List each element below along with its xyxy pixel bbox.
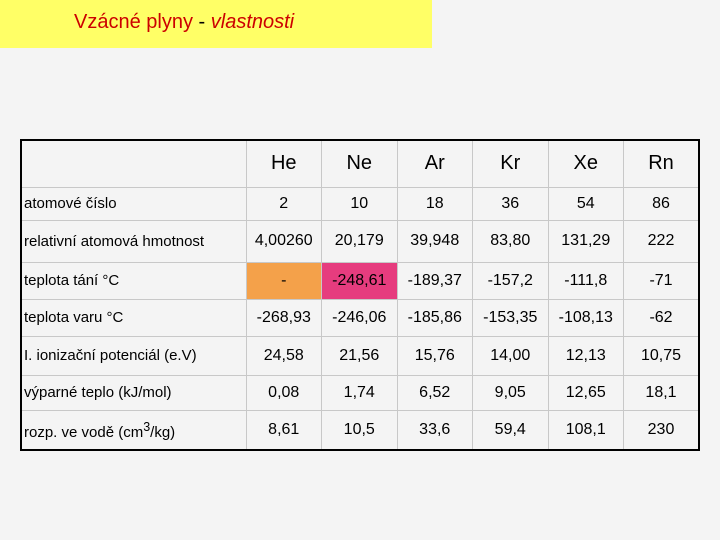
table-cell: 222	[624, 220, 700, 262]
table-cell: 4,00260	[246, 220, 322, 262]
table-row	[21, 220, 699, 262]
row-label-superscript: 3	[143, 419, 151, 434]
table-cell: 108,1	[548, 411, 624, 450]
table-row	[21, 411, 699, 450]
column-header-he: He	[246, 140, 322, 187]
table-cell: -157,2	[473, 262, 549, 299]
table-cell: 8,61	[246, 411, 322, 450]
column-header-ne: Ne	[322, 140, 398, 187]
title-banner	[0, 0, 432, 48]
table-cell: 6,52	[397, 375, 473, 411]
row-label-text-end: /kg)	[150, 423, 176, 441]
title-main: Vzácné plyny	[74, 11, 193, 33]
table-cell: 10	[322, 187, 398, 220]
table-cell: 54	[548, 187, 624, 220]
table-cell: 24,58	[246, 336, 322, 375]
header-corner-cell	[21, 140, 246, 187]
table-cell: 10,5	[322, 411, 398, 450]
table-cell: 86	[624, 187, 700, 220]
table-cell: 2	[246, 187, 322, 220]
row-label: relativní atomová hmotnost	[21, 220, 246, 262]
table-cell: 12,65	[548, 375, 624, 411]
table-cell: 12,13	[548, 336, 624, 375]
table-cell: -246,06	[322, 299, 398, 336]
table-cell: 0,08	[246, 375, 322, 411]
table-cell: 10,75	[624, 336, 700, 375]
table-cell: -71	[624, 262, 700, 299]
table-cell: 36	[473, 187, 549, 220]
table-row	[21, 299, 699, 336]
table-cell: 33,6	[397, 411, 473, 450]
highlighted-cell-he: -	[246, 262, 322, 299]
table-cell: 15,76	[397, 336, 473, 375]
table-cell: -268,93	[246, 299, 322, 336]
row-label: teplota tání °C	[21, 262, 246, 299]
table-cell: 59,4	[473, 411, 549, 450]
table-cell: 83,80	[473, 220, 549, 262]
row-label-text: rozp. ve vodě (cm	[24, 423, 144, 441]
table-row	[21, 375, 699, 411]
table-cell: 131,29	[548, 220, 624, 262]
table-cell: 20,179	[322, 220, 398, 262]
row-label: I. ionizační potenciál (e.V)	[21, 336, 246, 375]
table-cell: 21,56	[322, 336, 398, 375]
row-label: teplota varu °C	[21, 299, 246, 336]
title-subtitle: vlastnosti	[210, 11, 295, 33]
table-cell: 1,74	[322, 375, 398, 411]
table-cell: 14,00	[473, 336, 549, 375]
noble-gas-properties-table	[20, 139, 700, 451]
table-row	[21, 262, 699, 299]
table-cell: 9,05	[473, 375, 549, 411]
title-separator: -	[192, 11, 211, 33]
table-cell: -189,37	[397, 262, 473, 299]
table-row	[21, 187, 699, 220]
slide-title	[74, 11, 294, 34]
table-cell: 230	[624, 411, 700, 450]
highlighted-cell-ne: -248,61	[322, 262, 398, 299]
table-row	[21, 336, 699, 375]
column-header-rn: Rn	[624, 140, 700, 187]
table-cell: -185,86	[397, 299, 473, 336]
table-cell: -108,13	[548, 299, 624, 336]
row-label: atomové číslo	[21, 187, 246, 220]
row-label: výparné teplo (kJ/mol)	[21, 375, 246, 411]
table-cell: 39,948	[397, 220, 473, 262]
table-header-row	[21, 140, 699, 187]
table-cell: -153,35	[473, 299, 549, 336]
row-label	[21, 411, 246, 450]
table-cell: -62	[624, 299, 700, 336]
column-header-xe: Xe	[548, 140, 624, 187]
column-header-kr: Kr	[473, 140, 549, 187]
table-cell: 18	[397, 187, 473, 220]
table-cell: -111,8	[548, 262, 624, 299]
table-cell: 18,1	[624, 375, 700, 411]
column-header-ar: Ar	[397, 140, 473, 187]
